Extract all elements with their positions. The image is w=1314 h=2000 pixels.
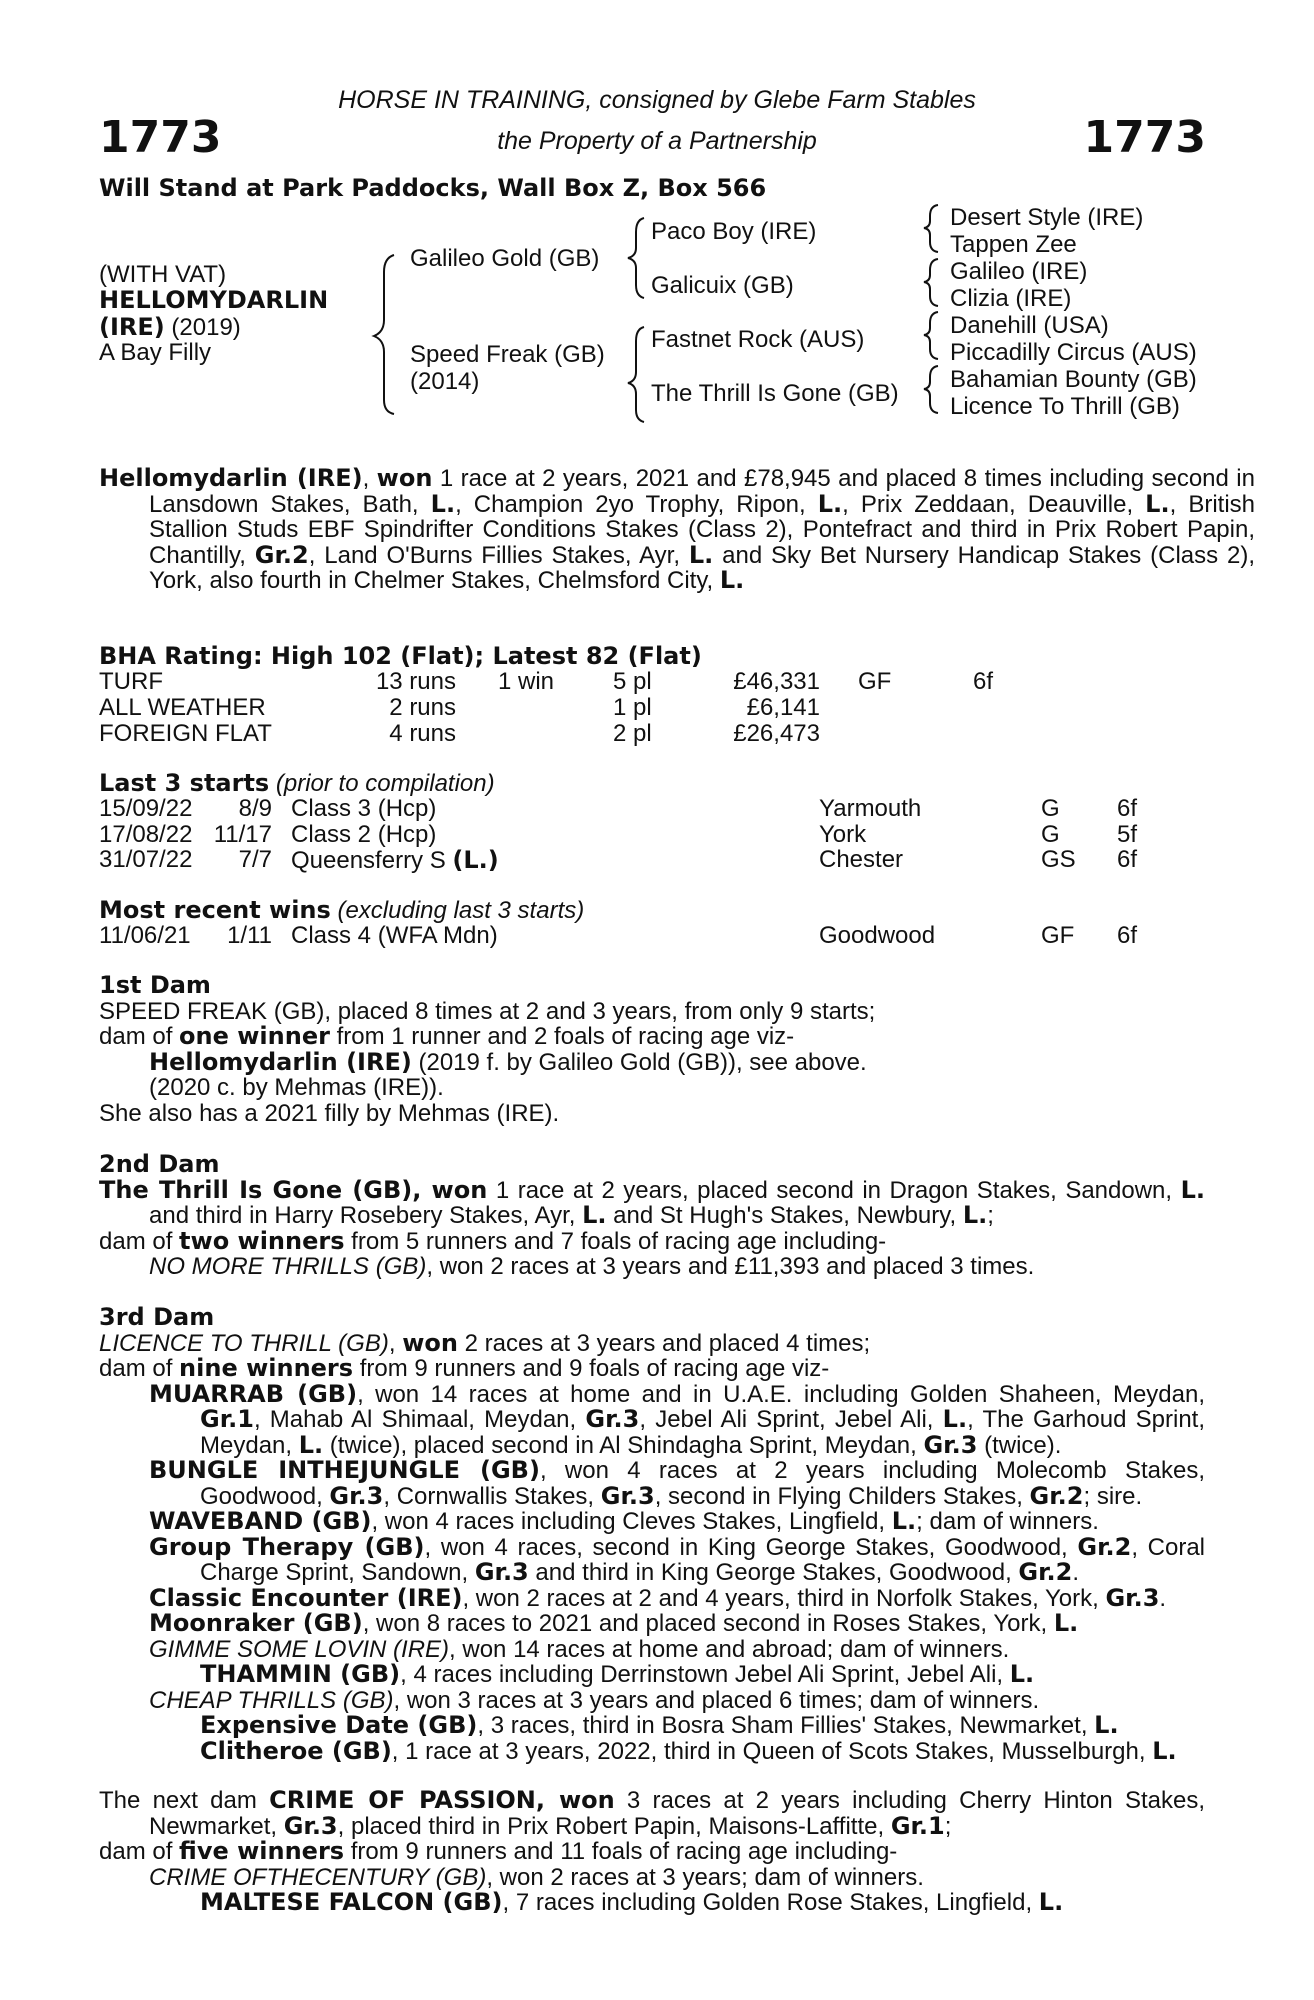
second-dam-line3: NO MORE THRILLS (GB), won 2 races at 3 years and £11,393 and placed 3 times. bbox=[149, 1253, 1035, 1280]
last3-heading bbox=[99, 769, 495, 798]
rating-going: GF bbox=[858, 668, 892, 695]
offspring-thammin: THAMMIN (GB), 4 races including Derrinstown Jebel Ali Sprint, Jebel Ali, L. bbox=[200, 1660, 1035, 1688]
rating-wins: 1 win bbox=[498, 668, 555, 695]
ped-sire-sire: Paco Boy (IRE) bbox=[651, 218, 817, 245]
offspring-group-therapy: Group Therapy (GB), won 4 races, second in King George Stakes, Goodwood, Gr.2, Coral Charge Sprint, Sandown, Gr.3 and third in King George Stakes, Goodwood, Gr.2. bbox=[149, 1532, 1206, 1586]
last3-date: 17/08/22 bbox=[99, 820, 193, 848]
rating-places: 1 pl bbox=[613, 694, 652, 721]
last3-position: 7/7 bbox=[238, 846, 272, 873]
ped-dam-year: (2014) bbox=[410, 368, 480, 395]
third-dam-section bbox=[99, 1305, 1205, 1764]
offspring-expensive-date: Expensive Date (GB), 3 races, third in Bosra Sham Fillies' Stakes, Newmarket, L. bbox=[200, 1711, 1119, 1739]
lot-number-left: 1773 bbox=[99, 112, 222, 163]
rating-places: 2 pl bbox=[613, 720, 652, 747]
rating-prize: £26,473 bbox=[733, 720, 820, 747]
last3-course: Yarmouth bbox=[819, 795, 922, 822]
last3-going: G bbox=[1041, 795, 1060, 822]
last3-position: 8/9 bbox=[238, 795, 272, 822]
ped-dds: Bahamian Bounty (GB) bbox=[950, 366, 1197, 393]
ped-sss: Desert Style (IRE) bbox=[950, 204, 1144, 231]
last3-distance: 5f bbox=[1117, 820, 1138, 848]
ped-ssd: Tappen Zee bbox=[950, 231, 1077, 258]
offspring-waveband: WAVEBAND (GB), won 4 races including Cleves Stakes, Lingfield, L.; dam of winners. bbox=[149, 1507, 1099, 1535]
wins-title: Most recent wins bbox=[99, 896, 331, 924]
ped-dss: Danehill (USA) bbox=[950, 312, 1109, 339]
lot-number-right: 1773 bbox=[1083, 112, 1206, 163]
second-dam-para: The Thrill Is Gone (GB), won 1 race at 2 years, placed second in Dragon Stakes, Sandown, L. and third in Harry Rosebery Stakes, Ayr, L. and St Hugh's Stakes, Newbury, L.; bbox=[99, 1175, 1206, 1229]
listed-badge: (L.) bbox=[452, 846, 499, 874]
rating-distance: 6f bbox=[973, 668, 994, 695]
offspring-moonraker: Moonraker (GB), won 8 races to 2021 and placed second in Roses Stakes, York, L. bbox=[149, 1609, 1079, 1637]
rating-runs: 13 runs bbox=[375, 668, 456, 695]
property-line: the Property of a Partnership bbox=[497, 127, 817, 155]
ped-sds: Galileo (IRE) bbox=[950, 258, 1088, 285]
last3-note: (prior to compilation) bbox=[269, 770, 495, 797]
third-dam-line1: LICENCE TO THRILL (GB), won 2 races at 3 years and placed 4 times; bbox=[99, 1328, 871, 1357]
ped-dsd: Piccadilly Circus (AUS) bbox=[950, 339, 1197, 366]
rating-runs: 4 runs bbox=[389, 720, 456, 747]
horse-description: A Bay Filly bbox=[99, 339, 212, 366]
wins-heading bbox=[99, 896, 584, 925]
second-dam-line2: dam of two winners from 5 runners and 7 foals of racing age including- bbox=[99, 1226, 887, 1255]
horse-country: (IRE) bbox=[99, 313, 165, 341]
second-dam-section bbox=[99, 1152, 1205, 1280]
win-position: 1/11 bbox=[227, 922, 272, 949]
ped-sire-dam: Galicuix (GB) bbox=[651, 272, 794, 299]
ped-ddd: Licence To Thrill (GB) bbox=[950, 393, 1180, 420]
race-summary: Hellomydarlin (IRE), won 1 race at 2 years, 2021 and £78,945 and placed 8 times including second in Lansdown Stakes, Bath, L., Champion 2yo Trophy, Ripon, L., Prix Zeddaan, Deauville, L., British Stallion Studs EBF Spindrifter Conditions Stakes (Class 2), Pontefract and third in Prix Robert Papin, Chantilly, Gr.2, Land O'Burns Fillies Stakes, Ayr, L. and Sky Bet Nursery Handicap Stakes (Class 2), York, also fourth in Chelmer Stakes, Chelmsford City, L. bbox=[99, 464, 1256, 594]
win-date: 11/06/21 bbox=[99, 922, 191, 949]
last3-race: Class 3 (Hcp) bbox=[291, 795, 437, 822]
horse-name: HELLOMYDARLIN bbox=[99, 286, 329, 314]
consignor-line: HORSE IN TRAINING, consigned by Glebe Farm Stables bbox=[338, 86, 976, 114]
last3-course: Chester bbox=[819, 846, 904, 873]
last3-date: 31/07/22 bbox=[99, 846, 193, 873]
first-dam-line2: dam of one winner from 1 runner and 2 foals of racing age viz- bbox=[99, 1022, 795, 1050]
first-dam-title: 1st Dam bbox=[99, 971, 211, 999]
rating-label: ALL WEATHER bbox=[99, 694, 266, 721]
win-race: Class 4 (WFA Mdn) bbox=[291, 922, 498, 949]
last3-course: York bbox=[819, 820, 867, 848]
first-dam-line1: SPEED FREAK (GB), placed 8 times at 2 and 3 years, from only 9 starts; bbox=[99, 997, 876, 1025]
win-course: Goodwood bbox=[819, 922, 936, 949]
rating-label: TURF bbox=[99, 668, 163, 695]
last3-going: GS bbox=[1041, 846, 1076, 873]
stand-location: Will Stand at Park Paddocks, Wall Box Z, Box 566 bbox=[99, 174, 767, 202]
ped-sdd: Clizia (IRE) bbox=[950, 285, 1072, 312]
ped-dam: Speed Freak (GB) bbox=[410, 341, 605, 368]
first-dam-line3: Hellomydarlin (IRE) (2019 f. by Galileo Gold (GB)), see above. bbox=[149, 1047, 867, 1076]
wins-note: (excluding last 3 starts) bbox=[330, 897, 585, 924]
third-dam-title: 3rd Dam bbox=[99, 1303, 215, 1331]
offspring-muarrab: MUARRAB (GB), won 14 races at home and in U.A.E. including Golden Shaheen, Meydan, Gr.1, Mahab Al Shimaal, Meydan, Gr.3, Jebel Ali Sprint, Jebel Ali, L., The Garhoud Sprint, Meydan, L. (twice), placed second in Al Shindagha Sprint, Meydan, Gr.3 (twice). bbox=[149, 1379, 1206, 1459]
second-dam-title: 2nd Dam bbox=[99, 1150, 220, 1178]
last3-title: Last 3 starts bbox=[99, 769, 270, 797]
last3-race: Queensferry S (L.) bbox=[291, 846, 499, 874]
bha-rating-title: BHA Rating: High 102 (Flat); Latest 82 (Flat) bbox=[99, 642, 702, 670]
rating-prize: £6,141 bbox=[746, 694, 820, 721]
first-dam-line4: (2020 c. by Mehmas (IRE)). bbox=[149, 1074, 444, 1101]
win-distance: 6f bbox=[1117, 922, 1138, 949]
rating-places: 5 pl bbox=[613, 668, 652, 695]
summary-won: won bbox=[376, 464, 433, 492]
ped-sire: Galileo Gold (GB) bbox=[410, 245, 600, 272]
offspring-cheap-thrills: CHEAP THRILLS (GB), won 3 races at 3 years and placed 6 times; dam of winners. bbox=[149, 1686, 1040, 1714]
first-dam-section bbox=[99, 973, 1205, 1126]
last3-race: Class 2 (Hcp) bbox=[291, 820, 437, 848]
last3-distance: 6f bbox=[1117, 795, 1138, 822]
offspring-clitheroe: Clitheroe (GB), 1 race at 3 years, 2022, third in Queen of Scots Stakes, Musselburgh, L. bbox=[200, 1736, 1177, 1765]
next-dam-line4: MALTESE FALCON (GB), 7 races including Golden Rose Stakes, Lingfield, L. bbox=[200, 1888, 1064, 1916]
ped-dam-dam: The Thrill Is Gone (GB) bbox=[651, 380, 899, 407]
last3-distance: 6f bbox=[1117, 846, 1138, 873]
horse-year: (2019) bbox=[164, 314, 241, 341]
last3-going: G bbox=[1041, 820, 1060, 848]
win-going: GF bbox=[1041, 922, 1075, 949]
last3-position: 11/17 bbox=[213, 820, 272, 848]
next-dam-section bbox=[99, 1788, 1205, 1916]
offspring-classic-encounter: Classic Encounter (IRE), won 2 races at 2 and 4 years, third in Norfolk Stakes, York, Gr.3. bbox=[149, 1583, 1167, 1612]
summary-horse-name: Hellomydarlin (IRE) bbox=[99, 464, 363, 492]
offspring-bungle: BUNGLE INTHEJUNGLE (GB), won 4 races at 2 years including Molecomb Stakes, Goodwood, Gr.3, Cornwallis Stakes, Gr.3, second in Flying Childers Stakes, Gr.2; sire. bbox=[149, 1456, 1205, 1510]
ped-dam-sire: Fastnet Rock (AUS) bbox=[651, 326, 865, 353]
offspring-gimme: GIMME SOME LOVIN (IRE), won 14 races at home and abroad; dam of winners. bbox=[149, 1635, 1010, 1663]
next-dam-para: The next dam CRIME OF PASSION, won 3 races at 2 years including Cherry Hinton Stakes, Newmarket, Gr.3, placed third in Prix Robert Papin, Maisons-Laffitte, Gr.1; bbox=[99, 1786, 1205, 1840]
vat-label: (WITH VAT) bbox=[99, 261, 227, 288]
first-dam-line5: She also has a 2021 filly by Mehmas (IRE). bbox=[99, 1099, 560, 1127]
last3-date: 15/09/22 bbox=[99, 795, 193, 822]
rating-label: FOREIGN FLAT bbox=[99, 720, 272, 747]
horse-country-year bbox=[99, 313, 241, 342]
third-dam-line2: dam of nine winners from 9 runners and 9 foals of racing age viz- bbox=[99, 1354, 830, 1382]
next-dam-line3: CRIME OFTHECENTURY (GB), won 2 races at 3 years; dam of winners. bbox=[149, 1863, 924, 1891]
next-dam-line2: dam of five winners from 9 runners and 11 foals of racing age including- bbox=[99, 1837, 898, 1865]
rating-runs: 2 runs bbox=[389, 694, 456, 721]
rating-prize: £46,331 bbox=[733, 668, 820, 695]
